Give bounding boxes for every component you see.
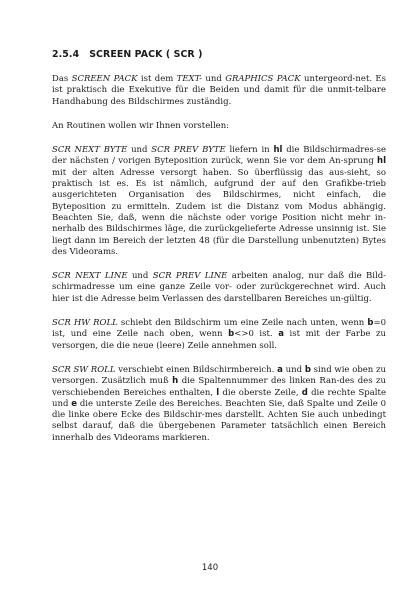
paragraph-next-prev-byte bbox=[52, 145, 386, 258]
page-number: 140 bbox=[201, 563, 219, 573]
term-text: TEXT- bbox=[176, 74, 203, 84]
text: mit der alten Adresse versorgt haben. So überflüssig das aus-sieht, so praktisch ist es. Es ist nämlich, aufgrund der auf den Grafikbe-trieb ausgerichteten Organisation des Bildschirmes, nicht einfach, die Byteposition zu ermitteln. Zudem ist die Distanz vom Modus abhängig. Beachten Sie, daß, wenn die nächste oder vorige Position nicht mehr in-nerhalb des Bildschirmes läge, die zurückgelieferte Adresse unsinnig ist. Sie liegt dann im Bereich der letzten 48 (für die Darstellung unbenutzten) Bytes des Videorams. bbox=[52, 167, 386, 257]
section-heading bbox=[52, 49, 386, 60]
text: liefern in bbox=[225, 145, 274, 156]
register-h: h bbox=[172, 376, 179, 387]
term-graphics-pack: GRAPHICS PACK bbox=[225, 74, 301, 84]
register-l: l bbox=[216, 387, 220, 398]
text: Das bbox=[52, 74, 72, 84]
register-b: b bbox=[304, 364, 311, 375]
register-a: a bbox=[277, 364, 283, 375]
routine-scr-next-byte: SCR NEXT BYTE bbox=[52, 145, 128, 156]
routine-scr-next-line: SCR NEXT LINE bbox=[52, 271, 128, 282]
text: die Bildschirmadres-se der nächsten / vorigen Byteposition zurück, wenn Sie vor dem An-sprung bbox=[52, 145, 386, 167]
text: ist mit der Farbe zu versorgen, die die neue (leere) Zeile annehmen soll. bbox=[52, 329, 386, 351]
text: und bbox=[202, 74, 226, 84]
routine-scr-hw-roll: SCR HW ROLL bbox=[52, 318, 118, 329]
paragraph-hw-roll bbox=[52, 318, 386, 352]
register-hl: hl bbox=[273, 145, 283, 156]
term-screen-pack: SCREEN PACK bbox=[71, 74, 138, 84]
register-hl: hl bbox=[377, 156, 386, 167]
text: <>0 ist. bbox=[234, 329, 279, 340]
routine-scr-prev-byte: SCR PREV BYTE bbox=[151, 145, 226, 156]
page-content bbox=[52, 49, 386, 457]
section-number: 2.5.4 bbox=[52, 49, 80, 60]
routines-intro: An Routinen wollen wir Ihnen vorstellen: bbox=[52, 120, 230, 131]
text: sind wie oben zu versorgen. Zusätzlich muß bbox=[52, 364, 386, 387]
register-e: e bbox=[71, 398, 78, 409]
text: die oberste Zeile, bbox=[219, 387, 302, 398]
text: und bbox=[127, 271, 153, 282]
text: arbeiten analog, nur daß die Bild-schirmadresse um eine ganze Zeile vor- oder zurückgerechnet wird. Auch hier ist die Adresse beim Verlassen des darstellbaren Bereiches un-gültig. bbox=[52, 271, 387, 304]
paragraph-next-prev-line bbox=[52, 271, 386, 305]
text: die rechte Spalte und bbox=[52, 387, 386, 409]
text: untergeord-net. Es ist praktisch die Exekutive für die Beiden und damit für die unmit-telbare Handhabung des Bildschirmes zuständig. bbox=[52, 74, 386, 107]
paragraph-sw-roll bbox=[52, 365, 386, 444]
text: schiebt den Bildschirm um eine Zeile nach unten, wenn bbox=[117, 318, 368, 329]
register-b: b bbox=[367, 318, 374, 329]
text: verschiebt einen Bildschirmbereich. bbox=[115, 364, 278, 375]
register-d: d bbox=[301, 387, 308, 398]
text: und bbox=[282, 364, 305, 375]
register-b: b bbox=[228, 329, 235, 340]
text: die unterste Zeile des Bereiches. Beachten Sie, daß Spalte und Zeile 0 die linke obere Ecke des Bildschir-mes darstellt. Achten Sie auch unbedingt selbst darauf, daß die übergebenen Parameter tatsächlich einen Bereich innerhalb des Videorams markieren. bbox=[52, 398, 386, 443]
text: =0 ist, und eine Zeile nach oben, wenn bbox=[52, 318, 387, 340]
routine-scr-sw-roll: SCR SW ROLL bbox=[52, 364, 116, 375]
text: ist dem bbox=[137, 74, 177, 84]
text: die Spaltennummer des linken Ran-des des zu verschiebenden Bereiches enthalten, bbox=[52, 376, 387, 398]
text: und bbox=[127, 145, 152, 156]
intro-paragraph bbox=[52, 74, 386, 108]
routine-scr-prev-line: SCR PREV LINE bbox=[152, 271, 228, 282]
section-title: SCREEN PACK ( SCR ) bbox=[89, 49, 203, 60]
register-a: a bbox=[278, 329, 284, 340]
